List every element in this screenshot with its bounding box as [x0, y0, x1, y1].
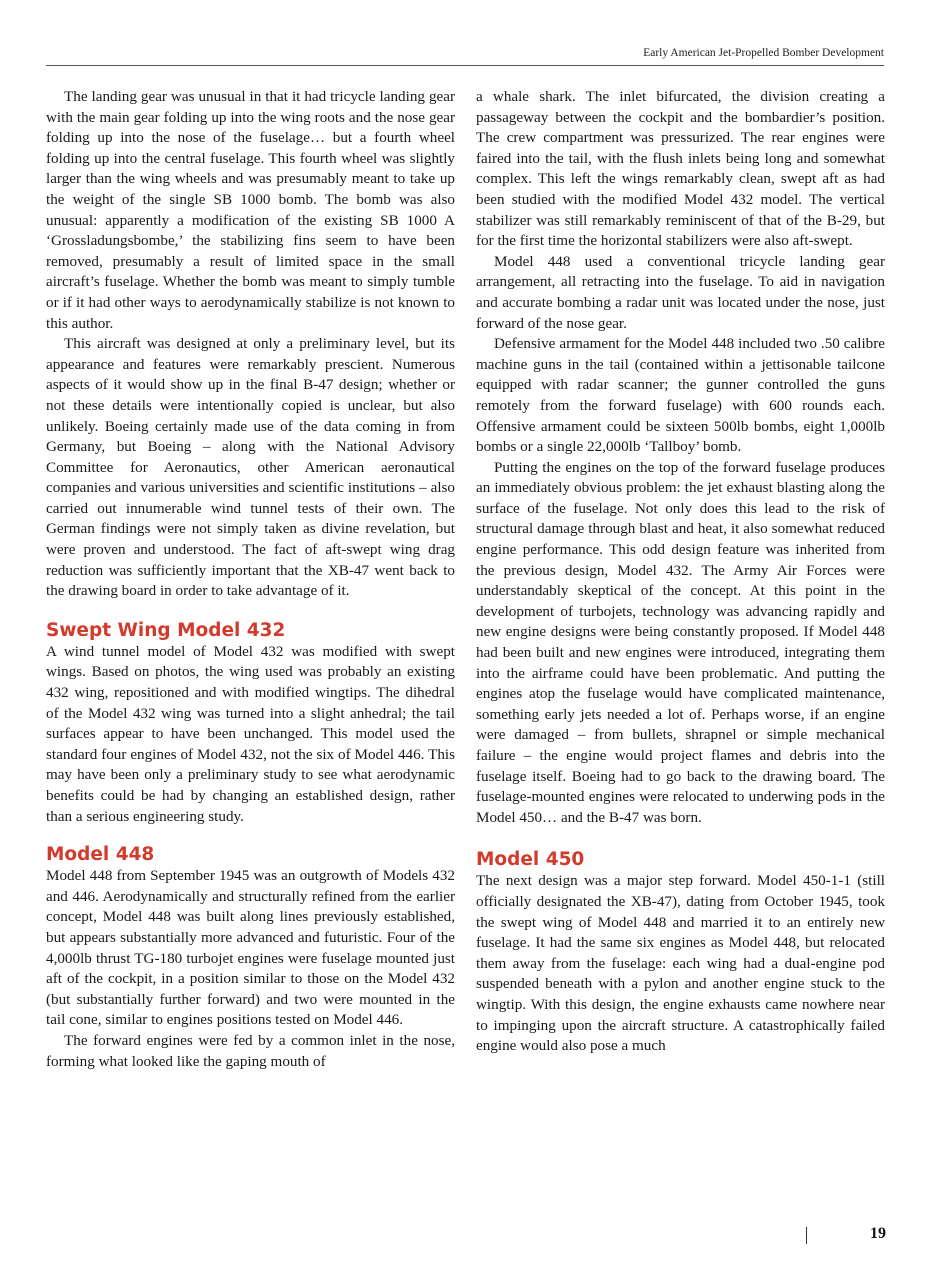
paragraph: a whale shark. The inlet bifurcated, the division creating a passageway between the cockpit and the bombardier’s position. The crew compartment was pressurized. The rear engines were faired into the tail, with the flush inlets being long and somewhat complex. This left the wings remarkably clean, swept aft as had been studied with the modified Model 432 model. The vertical stabilizer was still remarkably reminiscent of that of the B-29, but for the first time the horizontal stabilizers were also aft-swept. — [476, 88, 885, 250]
page-number: 19 — [870, 1225, 886, 1242]
section-heading-model-450: Model 450 — [476, 849, 585, 871]
section-heading-model-448: Model 448 — [46, 844, 155, 866]
footer-divider — [806, 1227, 807, 1244]
left-column — [46, 87, 455, 1072]
section-heading-swept-wing-model-432: Swept Wing Model 432 — [46, 619, 286, 641]
paragraph: The forward engines were fed by a common inlet in the nose, forming what looked like the gaping mouth of — [46, 1031, 455, 1070]
paragraph: Putting the engines on the top of the forward fuselage produces an immediately obvious problem: the jet exhaust blasting along the surface of the fuselage. Not only does this lead to the risk of structural damage through blast and heat, it also somewhat reduced engine performance. This odd design feature was inherited from the previous design, Model 432. The Army Air Forces were understandably skeptical of the concept. At this point in the development of turbojets, technology was advancing rapidly and new engine designs were being constantly proposed. If Model 448 had been built and new engines were introduced, integrating them into the airframe could have been problematic. And putting the engines atop the fuselage would have complicated maintenance, something early jets needed a lot of. Perhaps worse, if an engine were damaged – from bullets, shrapnel or simple mechanical failure – the engine would project flames and debris into the fuselage itself. Boeing had to go back to the drawing board. The fuselage-mounted engines were relocated to underwing pods in the Model 450… and the B-47 was born. — [476, 458, 885, 826]
paragraph: Defensive armament for the Model 448 included two .50 calibre machine guns in the tail (contained within a jettisonable tailcone equipped with radar scanner; the gunner controlled the guns remotely from the forward fuselage) with 600 rounds each. Offensive armament could be sixteen 500lb bombs, eight 1,000lb bombs or a single 22,000lb ‘Tallboy’ bomb. — [476, 335, 885, 456]
paragraph: A wind tunnel model of Model 432 was modified with swept wings. Based on photos, the wing used was probably an existing 432 wing, repositioned and with modified wingtips. The dihedral of the Model 432 wing was turned into a slight anhedral; the tail surfaces appear to have been unchanged. This model used the standard four engines of Model 432, not the six of Model 446. This may have been only a preliminary study to see what aerodynamic benefits could be had by changing an established design, rather than a serious engineering study. — [46, 642, 455, 825]
right-column — [476, 87, 885, 1057]
paragraph: The next design was a major step forward. Model 450-1-1 (still officially designated the XB-47), dating from October 1945, took the swept wing of Model 448 and married it to an entirely new fuselage. It had the same six engines as Model 448, but relocated them away from the fuselage: each wing had a dual-engine pod suspended beneath with a pylon and another engine stuck to the wingtip. With this design, the engine exhausts came nowhere near to impinging upon the aircraft structure. A catastrophically failed engine would also pose a much — [476, 872, 885, 1055]
paragraph: Model 448 from September 1945 was an outgrowth of Models 432 and 446. Aerodynamically and structurally refined from the earlier concept, Model 448 was built along lines previously established, but appears substantially more advanced and futuristic. Four of the 4,000lb thrust TG-180 turbojet engines were fuselage mounted just aft of the cockpit, in a position similar to those on the Model 432 (but substantially further forward) and two were mounted in the tail cone, similar to engines positions tested on Model 446. — [46, 867, 455, 1029]
running-head: Early American Jet-Propelled Bomber Development — [643, 47, 884, 59]
paragraph: Model 448 used a conventional tricycle landing gear arrangement, all retracting into the fuselage. To aid in navigation and accurate bombing a radar unit was located under the nose, just forward of the nose gear. — [476, 252, 885, 332]
paragraph: This aircraft was designed at only a preliminary level, but its appearance and features were remarkably prescient. Numerous aspects of it would show up in the final B-47 design; whether or not these details were intentionally copied is unclear, but also unlikely. Boeing certainly made use of the data coming in from Germany, but Boeing – along with the National Advisory Committee for Aeronautics, other American aeronautical companies and various universities and scientific institutions – also carried out innumerable wind tunnel tests of their own. The German findings were not simply taken as divine revelation, but were proven and understood. The fact of aft-swept wing drag reduction was sufficiently important that the XB-47 went back to the drawing board in order to take advantage of it. — [46, 335, 455, 600]
paragraph: The landing gear was unusual in that it had tricycle landing gear with the main gear folding up into the wing roots and the nose gear folding up into the nose of the fuselage… but a fourth wheel folding up into the central fuselage. This fourth wheel was slightly larger than the wing wheels and was presumably meant to take up the weight of the single SB 1000 bomb. The bomb was also unusual: apparently a modification of the existing SB 1000 A ‘Grossladungsbombe,’ the stabilizing fins seem to have been removed, presumably a result of limited space in the small aircraft’s fuselage. Whether the bomb was meant to simply tumble or if it had other ways to aerodynamically stabilize is not known to this author. — [46, 88, 455, 332]
header-rule — [46, 65, 884, 66]
